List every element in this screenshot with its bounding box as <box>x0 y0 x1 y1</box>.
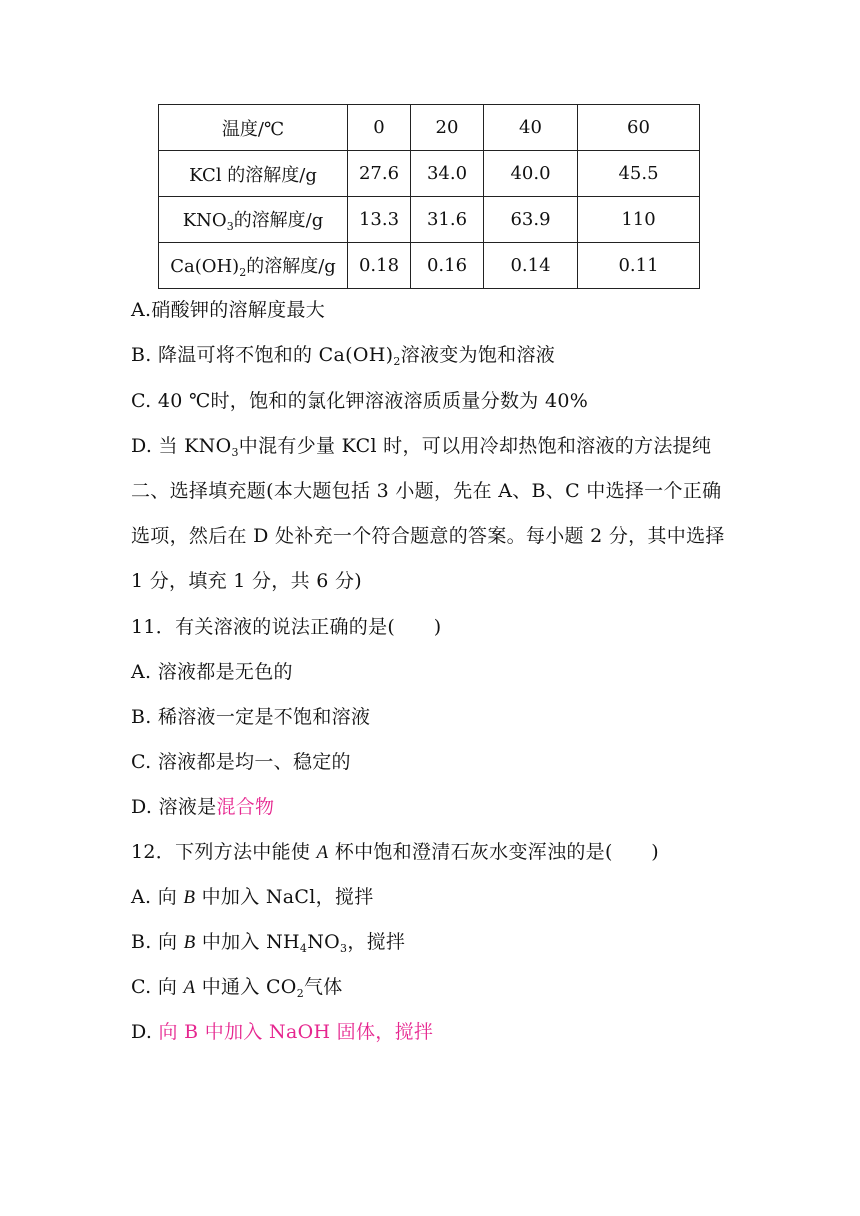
table-row-label: KCl 的溶解度/g <box>159 151 348 197</box>
q11-option-c: C. 溶液都是均一、稳定的 <box>131 751 351 773</box>
table-cell: 63.9 <box>484 197 578 243</box>
table-cell: 110 <box>578 197 700 243</box>
table-row <box>159 243 700 289</box>
q10-option-d: D. 当 $KNO_3$中混有少量 KCl 时，可以用冷却热饱和溶液的方法提纯 <box>131 435 712 459</box>
table-cell: 45.5 <box>578 151 700 197</box>
table-header-cell: 温度/℃ <box>159 105 348 151</box>
table-header-cell: 40 <box>484 105 578 151</box>
q10-option-a: A.硝酸钾的溶解度最大 <box>131 299 326 321</box>
table-row-label: $Ca(OH)_2$的溶解度/g <box>159 243 348 289</box>
table-cell: 0.14 <box>484 243 578 289</box>
section-heading: 二、选择填充题(本大题包括 3 小题，先在 A、B、C 中选择一个正确 <box>131 480 722 502</box>
answer-text: 混合物 <box>216 796 275 818</box>
table-cell: 40.0 <box>484 151 578 197</box>
q11-option-b: B. 稀溶液一定是不饱和溶液 <box>131 706 371 728</box>
table-cell: 0.18 <box>348 243 411 289</box>
q12-option-c: C. 向 A 中通入 $CO_2$气体 <box>131 976 343 1000</box>
table-header-cell: 0 <box>348 105 411 151</box>
q12-option-b: B. 向 B 中加入 $NH_4NO_3$，搅拌 <box>131 931 406 955</box>
q11-stem: 11．有关溶液的说法正确的是( ) <box>131 616 442 638</box>
table-cell: 31.6 <box>411 197 484 243</box>
table-row-label: $KNO_3$的溶解度/g <box>159 197 348 243</box>
table-cell: 13.3 <box>348 197 411 243</box>
table-cell: 0.16 <box>411 243 484 289</box>
table-header-cell: 60 <box>578 105 700 151</box>
q12-option-a: A. 向 B 中加入 NaCl，搅拌 <box>131 886 374 908</box>
q11-option-a: A. 溶液都是无色的 <box>131 661 293 683</box>
q10-option-c: C. 40 ℃时，饱和的氯化钾溶液溶质质量分数为 40% <box>131 390 589 412</box>
answer-text: 向 B 中加入 NaOH 固体，搅拌 <box>158 1021 434 1043</box>
section-instructions: 1 分，填充 1 分，共 6 分) <box>131 570 362 592</box>
table-cell: 0.11 <box>578 243 700 289</box>
q12-option-d: D. 向 B 中加入 NaOH 固体，搅拌 <box>131 1021 434 1043</box>
table-cell: 27.6 <box>348 151 411 197</box>
q11-option-d: D. 溶液是混合物 <box>131 796 275 818</box>
table-header-cell: 20 <box>411 105 484 151</box>
section-instructions: 选项，然后在 D 处补充一个符合题意的答案。每小题 2 分，其中选择 <box>131 525 725 547</box>
q12-stem: 12．下列方法中能使 A 杯中饱和澄清石灰水变浑浊的是( ) <box>131 841 660 863</box>
table-row <box>159 151 700 197</box>
table-row <box>159 197 700 243</box>
solubility-table <box>158 104 700 289</box>
table-cell: 34.0 <box>411 151 484 197</box>
q10-option-b: B. 降温可将不饱和的 $Ca(OH)_2$溶液变为饱和溶液 <box>131 344 556 368</box>
table-header-row <box>159 105 700 151</box>
